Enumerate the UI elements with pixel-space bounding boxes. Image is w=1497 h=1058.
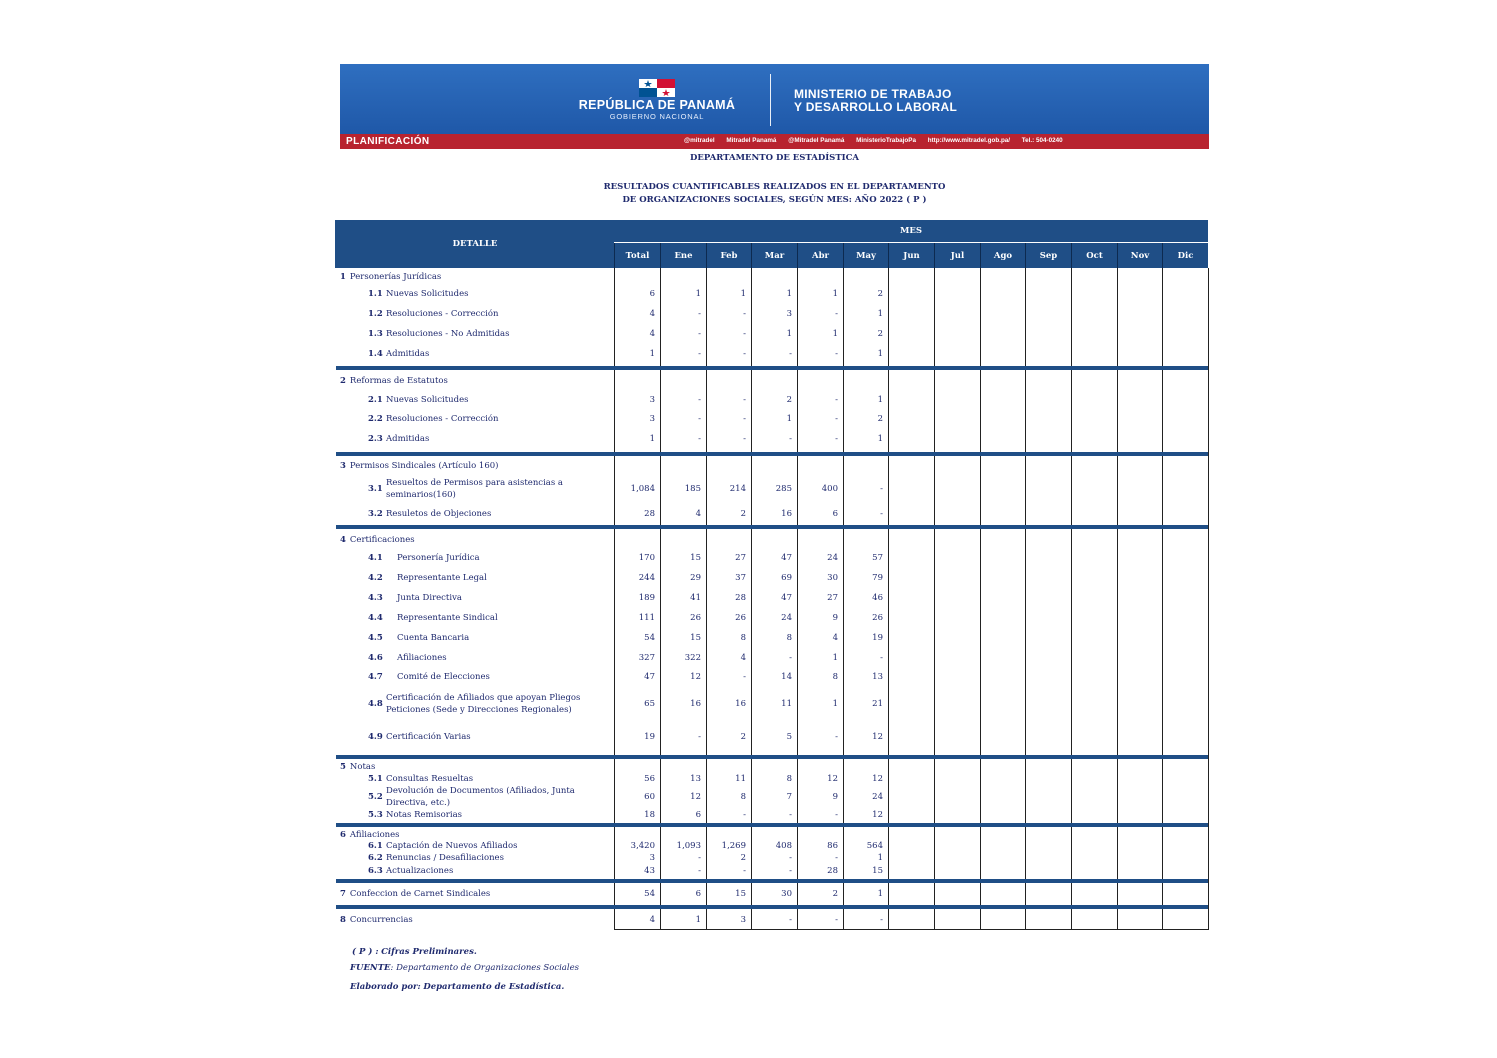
cell-value: -: [698, 329, 701, 339]
section-name: PLANIFICACIÓN: [346, 136, 430, 147]
phone-number: Tel.: 504-0240: [1021, 137, 1063, 144]
item-label: Nuevas Solicitudes: [386, 395, 469, 405]
cell-value: 4: [649, 915, 655, 925]
item-label: Captación de Nuevos Afiliados: [386, 841, 518, 851]
cell-value: -: [698, 434, 701, 444]
column-header: Ago: [980, 243, 1025, 268]
cell-value: -: [743, 349, 746, 359]
item-number: 4.1: [368, 553, 383, 563]
cell-value: 30: [827, 573, 838, 583]
cell-value: 26: [872, 613, 883, 623]
section-title: Certificaciones: [349, 535, 415, 545]
cell-value: 24: [872, 792, 883, 802]
footnote-source-key: FUENTE: [350, 963, 391, 973]
cell-value: 19: [644, 732, 655, 742]
twitter-handle: @mitradel: [684, 137, 715, 144]
cell-value: 16: [735, 699, 746, 709]
footnote-prepared: [350, 982, 564, 992]
cell-value: 400: [821, 484, 838, 494]
cell-value: 9: [832, 792, 838, 802]
item-label: Resoluciones - Corrección: [386, 414, 499, 424]
item-number: 1.1: [368, 289, 383, 299]
cell-value: 13: [872, 672, 883, 682]
cell-value: 189: [638, 593, 655, 603]
cell-value: -: [835, 414, 838, 424]
item-label: Nuevas Solicitudes: [386, 289, 469, 299]
cell-value: 4: [649, 309, 655, 319]
column-header: Total: [614, 243, 660, 268]
section-title: Permisos Sindicales (Artículo 160): [349, 461, 499, 471]
cell-value: -: [698, 732, 701, 742]
cell-value: 27: [735, 553, 746, 563]
item-label: Certificación de Afiliados que apoyan Pliegos Peticiones (Sede y Direcciones Regionales): [386, 693, 581, 715]
cell-value: -: [835, 853, 838, 863]
banner-blue-bar: [340, 64, 1209, 134]
cell-value: 26: [690, 613, 701, 623]
cell-value: -: [789, 853, 792, 863]
cell-value: 4: [649, 329, 655, 339]
cell-value: -: [789, 349, 792, 359]
cell-value: -: [743, 672, 746, 682]
ministry-line-1: MINISTERIO DE TRABAJO: [794, 87, 952, 101]
column-divider: [1208, 268, 1209, 930]
cell-value: 170: [638, 553, 655, 563]
cell-value: 8: [786, 774, 792, 784]
cell-value: 244: [638, 573, 655, 583]
section-label: [340, 461, 498, 471]
item-number: 5.1: [368, 774, 383, 784]
cell-value: 1,084: [630, 484, 655, 494]
section-separator: [336, 366, 1208, 370]
section-label: [340, 889, 490, 899]
footnote-prepared-key: Elaborado por:: [350, 982, 421, 992]
section-number: 2: [340, 376, 346, 386]
column-header: Oct: [1071, 243, 1117, 268]
cell-value: 2: [740, 509, 746, 519]
cell-value: 6: [832, 509, 838, 519]
cell-value: -: [743, 309, 746, 319]
item-label: Cuenta Bancaria: [397, 633, 470, 643]
cell-value: 3: [786, 309, 792, 319]
section-title: Concurrencias: [349, 915, 413, 925]
section-title: Personerías Jurídicas: [349, 272, 442, 282]
youtube-handle: MinisterioTrabajoPa: [856, 137, 916, 144]
item-number: 4.3: [368, 593, 383, 603]
item-number: 3.2: [368, 509, 383, 519]
item-number: 4.9: [368, 732, 383, 742]
cell-value: -: [835, 309, 838, 319]
cell-value: 3: [649, 853, 655, 863]
cell-value: 1: [877, 349, 883, 359]
cell-value: 6: [649, 289, 655, 299]
government-name: GOBIERNO NACIONAL: [609, 112, 705, 121]
cell-value: 43: [644, 866, 655, 876]
table-left-border: [335, 220, 336, 268]
item-number: 3.1: [368, 484, 383, 494]
footnote-prepared-text: Departamento de Estadística.: [423, 982, 565, 992]
cell-value: 7: [786, 792, 792, 802]
item-number: 5.3: [368, 810, 383, 820]
cell-value: 2: [877, 414, 883, 424]
cell-value: -: [698, 853, 701, 863]
item-number: 1.3: [368, 329, 383, 339]
cell-value: 285: [775, 484, 792, 494]
cell-value: 1,093: [676, 841, 701, 851]
section-title: Notas: [349, 762, 376, 772]
cell-value: 12: [872, 774, 883, 784]
cell-value: 54: [644, 633, 655, 643]
cell-value: 2: [832, 889, 838, 899]
item-label: Representante Legal: [397, 573, 487, 583]
item-label: Notas Remisorias: [386, 810, 463, 820]
cell-value: 1: [877, 395, 883, 405]
cell-value: 1: [740, 289, 746, 299]
section-number: 8: [340, 915, 346, 925]
cell-value: 54: [644, 889, 655, 899]
cell-value: -: [698, 414, 701, 424]
cell-value: -: [835, 915, 838, 925]
cell-value: 8: [832, 672, 838, 682]
cell-value: 19: [872, 633, 883, 643]
cell-value: 4: [695, 509, 701, 519]
cell-value: 16: [690, 699, 701, 709]
section-separator: [336, 755, 1208, 759]
panama-flag-icon: [639, 79, 675, 97]
cell-value: 327: [638, 653, 655, 663]
section-title: Confeccion de Carnet Sindicales: [349, 889, 491, 899]
section-label: [340, 272, 441, 282]
cell-value: 1: [649, 349, 655, 359]
cell-value: -: [789, 653, 792, 663]
cell-value: 1: [649, 434, 655, 444]
cell-value: 214: [729, 484, 746, 494]
item-label: Resoluciones - No Admitidas: [386, 329, 510, 339]
cell-value: 2: [877, 329, 883, 339]
cell-value: 69: [781, 573, 792, 583]
item-label: Personería Jurídica: [397, 553, 480, 563]
cell-value: 12: [690, 672, 701, 682]
header-banner: [340, 64, 1209, 149]
cell-value: 564: [866, 841, 883, 851]
cell-value: 2: [740, 732, 746, 742]
cell-value: 15: [690, 553, 701, 563]
item-number: 6.2: [368, 853, 383, 863]
cell-value: 1: [877, 889, 883, 899]
section-separator: [336, 905, 1208, 909]
cell-value: -: [743, 414, 746, 424]
item-label: Junta Directiva: [397, 593, 462, 603]
cell-value: 13: [690, 774, 701, 784]
cell-value: 24: [827, 553, 838, 563]
item-number: 4.7: [368, 672, 383, 682]
footnote-source: [350, 963, 579, 973]
detail-header: DETALLE: [336, 220, 614, 268]
section-label: [340, 830, 400, 840]
banner-divider: [770, 74, 771, 126]
item-number: 4.8: [368, 699, 383, 709]
column-header: Mar: [751, 243, 797, 268]
cell-value: 11: [735, 774, 746, 784]
item-number: 2.1: [368, 395, 383, 405]
cell-value: 2: [877, 289, 883, 299]
cell-value: 47: [644, 672, 655, 682]
cell-value: 28: [735, 593, 746, 603]
cell-value: 12: [827, 774, 838, 784]
cell-value: 8: [786, 633, 792, 643]
item-number: 5.2: [368, 792, 383, 802]
item-label: Resuletos de Objeciones: [386, 509, 492, 519]
item-number: 2.2: [368, 414, 383, 424]
column-header: Dic: [1162, 243, 1208, 268]
cell-value: 30: [781, 889, 792, 899]
cell-value: 185: [684, 484, 701, 494]
cell-value: 29: [690, 573, 701, 583]
cell-value: 56: [644, 774, 655, 784]
cell-value: 1: [786, 329, 792, 339]
cell-value: 47: [781, 553, 792, 563]
cell-value: 24: [781, 613, 792, 623]
cell-value: 3: [740, 915, 746, 925]
department-title: DEPARTAMENTO DE ESTADÍSTICA: [690, 153, 859, 163]
cell-value: -: [789, 915, 792, 925]
cell-value: 3: [649, 395, 655, 405]
cell-value: 79: [872, 573, 883, 583]
facebook-handle: Mitradel Panamá: [726, 137, 777, 144]
cell-value: 1: [695, 915, 701, 925]
cell-value: 1: [786, 289, 792, 299]
cell-value: 1: [832, 289, 838, 299]
cell-value: 1,269: [721, 841, 746, 851]
cell-value: 12: [872, 810, 883, 820]
cell-value: -: [835, 810, 838, 820]
cell-value: 1: [832, 653, 838, 663]
cell-value: 27: [827, 593, 838, 603]
item-label: Afiliaciones: [397, 653, 447, 663]
website-link: http://www.mitradel.gob.pa/: [927, 137, 1011, 144]
cell-value: -: [835, 434, 838, 444]
cell-value: 37: [735, 573, 746, 583]
country-name: REPÚBLICA DE PANAMÁ: [578, 98, 736, 112]
cell-value: 2: [740, 853, 746, 863]
cell-value: -: [743, 329, 746, 339]
cell-value: -: [698, 349, 701, 359]
cell-value: 57: [872, 553, 883, 563]
cell-value: 2: [786, 395, 792, 405]
section-number: 3: [340, 461, 346, 471]
section-number: 5: [340, 762, 346, 772]
item-label: Resoluciones - Corrección: [386, 309, 499, 319]
social-links: [684, 137, 1073, 144]
item-label: Admitidas: [386, 349, 430, 359]
section-separator: [336, 452, 1208, 456]
ministry-line-2: Y DESARROLLO LABORAL: [794, 99, 958, 114]
ministry-name: [794, 88, 957, 113]
column-header: Jul: [934, 243, 980, 268]
cell-value: 18: [644, 810, 655, 820]
cell-value: 4: [740, 653, 746, 663]
item-label: Resueltos de Permisos para asistencias a seminarios(160): [386, 478, 563, 500]
cell-value: 3: [649, 414, 655, 424]
cell-value: -: [835, 395, 838, 405]
cell-value: 1: [695, 289, 701, 299]
cell-value: 4: [832, 633, 838, 643]
section-title: Reformas de Estatutos: [349, 376, 448, 386]
cell-value: 6: [695, 810, 701, 820]
item-label: Renuncias / Desafiliaciones: [386, 853, 504, 863]
cell-value: 1: [832, 329, 838, 339]
cell-value: 12: [872, 732, 883, 742]
cell-value: 15: [872, 866, 883, 876]
cell-value: 16: [781, 509, 792, 519]
cell-value: 8: [740, 792, 746, 802]
item-number: 4.4: [368, 613, 383, 623]
item-label: Comité de Elecciones: [397, 672, 490, 682]
cell-value: 41: [690, 593, 701, 603]
cell-value: -: [880, 653, 883, 663]
section-label: [340, 915, 413, 925]
item-number: 4.2: [368, 573, 383, 583]
month-header: MES: [614, 220, 1208, 242]
cell-value: 1: [832, 699, 838, 709]
cell-value: 8: [740, 633, 746, 643]
section-label: [340, 535, 415, 545]
column-header: Jun: [888, 243, 934, 268]
cell-value: -: [880, 509, 883, 519]
cell-value: 60: [644, 792, 655, 802]
footnote-preliminary: [352, 947, 477, 957]
cell-value: 1: [877, 853, 883, 863]
column-header: Ene: [660, 243, 706, 268]
cell-value: -: [698, 866, 701, 876]
cell-value: -: [789, 434, 792, 444]
footnote-preliminary-key: ( P ) :: [352, 947, 379, 957]
cell-value: -: [789, 810, 792, 820]
table-bottom-line: [614, 929, 1208, 930]
cell-value: -: [698, 395, 701, 405]
cell-value: 11: [781, 699, 792, 709]
cell-value: 47: [781, 593, 792, 603]
cell-value: 3,420: [630, 841, 655, 851]
cell-value: -: [835, 349, 838, 359]
cell-value: 14: [781, 672, 792, 682]
section-separator: [336, 879, 1208, 883]
cell-value: 86: [827, 841, 838, 851]
cell-value: 9: [832, 613, 838, 623]
cell-value: -: [743, 434, 746, 444]
cell-value: -: [743, 866, 746, 876]
cell-value: 408: [775, 841, 792, 851]
item-label: Devolución de Documentos (Afiliados, Junta Directiva, etc.): [386, 786, 575, 808]
cell-value: 5: [786, 732, 792, 742]
column-header: May: [843, 243, 888, 268]
item-number: 1.2: [368, 309, 383, 319]
cell-value: 12: [690, 792, 701, 802]
cell-value: -: [698, 309, 701, 319]
section-label: [340, 762, 375, 772]
cell-value: 6: [695, 889, 701, 899]
cell-value: 15: [690, 633, 701, 643]
cell-value: 46: [872, 593, 883, 603]
section-separator: [336, 823, 1208, 827]
section-number: 7: [340, 889, 346, 899]
report-title-line-2: DE ORGANIZACIONES SOCIALES, SEGÚN MES: AÑO 2022 ( P ): [622, 195, 927, 205]
cell-value: -: [835, 732, 838, 742]
item-label: Admitidas: [386, 434, 430, 444]
cell-value: -: [743, 395, 746, 405]
cell-value: 322: [684, 653, 701, 663]
footnote-source-text: : Departamento de Organizaciones Sociales: [390, 963, 579, 973]
column-header: Abr: [797, 243, 843, 268]
item-number: 6.1: [368, 841, 383, 851]
report-title-line-1: RESULTADOS CUANTIFICABLES REALIZADOS EN EL DEPARTAMENTO: [603, 182, 946, 192]
cell-value: 1: [786, 414, 792, 424]
column-header: Sep: [1025, 243, 1071, 268]
section-number: 1: [340, 272, 346, 282]
item-number: 4.6: [368, 653, 383, 663]
section-title: Afiliaciones: [349, 830, 400, 840]
cell-value: 1: [877, 309, 883, 319]
section-number: 6: [340, 830, 346, 840]
cell-value: 28: [827, 866, 838, 876]
item-label: Consultas Resueltas: [386, 774, 474, 784]
cell-value: 28: [644, 509, 655, 519]
item-number: 4.5: [368, 633, 383, 643]
cell-value: 21: [872, 699, 883, 709]
section-label: [340, 376, 448, 386]
cell-value: -: [743, 810, 746, 820]
cell-value: 26: [735, 613, 746, 623]
cell-value: -: [789, 866, 792, 876]
column-header: Feb: [706, 243, 751, 268]
item-label: Certificación Varias: [386, 732, 471, 742]
instagram-handle: @Mitradel Panamá: [788, 137, 845, 144]
cell-value: 1: [877, 434, 883, 444]
cell-value: 65: [644, 699, 655, 709]
item-number: 1.4: [368, 349, 383, 359]
item-label: Representante Sindical: [397, 613, 498, 623]
cell-value: -: [880, 484, 883, 494]
cell-value: -: [880, 915, 883, 925]
section-number: 4: [340, 535, 346, 545]
cell-value: 111: [638, 613, 655, 623]
section-separator: [336, 525, 1208, 529]
item-number: 6.3: [368, 866, 383, 876]
item-number: 2.3: [368, 434, 383, 444]
footnote-preliminary-text: Cifras Preliminares.: [381, 947, 477, 957]
item-label: Actualizaciones: [386, 866, 454, 876]
column-header: Nov: [1117, 243, 1162, 268]
cell-value: 15: [735, 889, 746, 899]
